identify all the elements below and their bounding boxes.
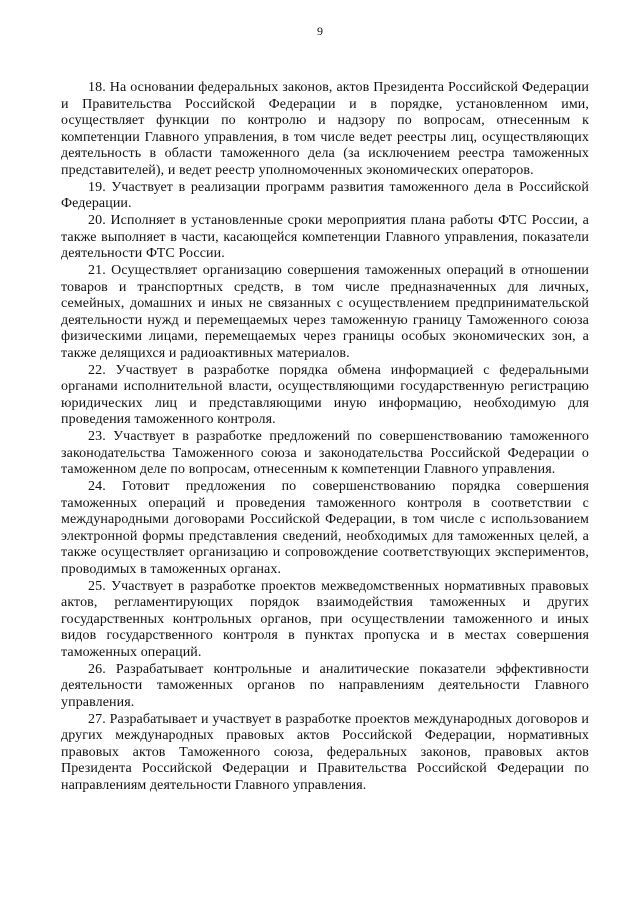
paragraph-25: 25. Участвует в разработке проектов межведомственных нормативных правовых актов, регламентирующих порядок взаимодействия таможенных и других государственных контрольных органов, при осуществлении таможенного и иных видов государственного контроля в пунктах пропуска и в местах совершения таможенных операций. xyxy=(61,578,589,660)
paragraph-19: 19. Участвует в реализации программ развития таможенного дела в Российской Федерации. xyxy=(61,179,589,211)
paragraph-20: 20. Исполняет в установленные сроки мероприятия плана работы ФТС России, а также выполняет в части, касающейся компетенции Главного управления, показатели деятельности ФТС России. xyxy=(61,213,589,261)
paragraph-26: 26. Разрабатывает контрольные и аналитические показатели эффективности деятельности таможенных органов по направлениям деятельности Главного управления. xyxy=(61,661,589,710)
document-body xyxy=(61,80,589,794)
page-number: 9 xyxy=(317,24,323,38)
paragraph-18: 18. На основании федеральных законов, актов Президента Российской Федерации и Правительства Российской Федерации и в порядке, установленном ими, осуществляет функции по контролю и надзору по вопросам, отнесенным к компетенции Главного управления, в том числе ведет реестры лиц, осуществляющих деятельность в области таможенного дела (за исключением реестра таможенных представителей), и ведет реестр уполномоченных экономических операторов. xyxy=(61,80,589,178)
paragraph-23: 23. Участвует в разработке предложений по совершенствованию таможенного законодательства Таможенного союза и законодательства Российской Федерации о таможенном деле по вопросам, отнесенным к компетенции Главного управления. xyxy=(61,429,589,477)
paragraph-24: 24. Готовит предложения по совершенствованию порядка совершения таможенных операций и проведения таможенного контроля в соответствии с международными договорами Российской Федерации, в том числе с использованием электронной формы представления сведений, необходимых для таможенных целей, а также осуществляет организацию и сопровождение соответствующих экспериментов, проводимых в таможенных органах. xyxy=(61,479,589,577)
paragraph-22: 22. Участвует в разработке порядка обмена информацией с федеральными органами исполнительной власти, осуществляющими государственную регистрацию юридических лиц и представляющими иную информацию, необходимую для проведения таможенного контроля. xyxy=(61,362,589,427)
paragraph-21: 21. Осуществляет организацию совершения таможенных операций в отношении товаров и транспортных средств, в том числе предназначенных для личных, семейных, домашних и иных не связанных с осуществлением предпринимательской деятельности нужд и перемещаемых через таможенную границу Таможенного союза физическими лицами, перемещаемых через границы особых экономических зон, а также делящихся и радиоактивных материалов. xyxy=(61,263,589,361)
paragraph-27: 27. Разрабатывает и участвует в разработке проектов международных договоров и других международных правовых актов Российской Федерации, нормативных правовых актов Таможенного союза, федеральных законов, правовых актов Президента Российской Федерации и Правительства Российской Федерации по направлениям деятельности Главного управления. xyxy=(61,711,589,793)
